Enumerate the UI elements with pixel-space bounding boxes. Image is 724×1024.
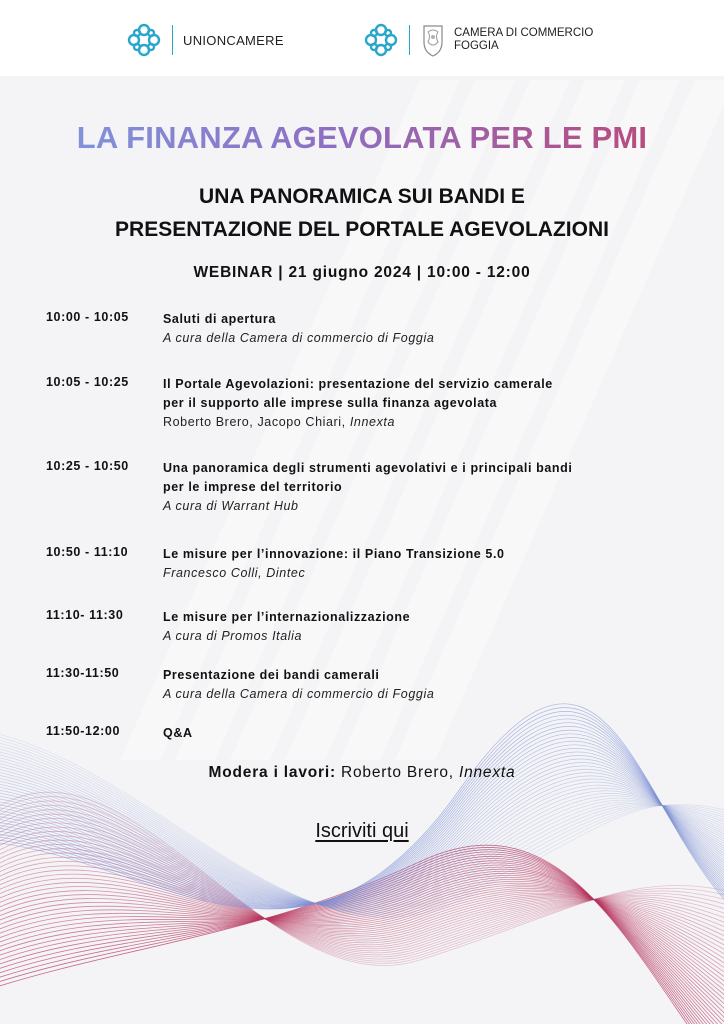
agenda-time: 10:00 - 10:05 bbox=[46, 310, 129, 324]
moderator-name: Roberto Brero, bbox=[335, 764, 459, 781]
wave-line bbox=[0, 856, 724, 1024]
agenda-speaker: A cura di Warrant Hub bbox=[163, 499, 299, 513]
agenda-time: 11:10- 11:30 bbox=[46, 608, 124, 622]
agenda-title-cont: per il supporto alle imprese sulla finanza agevolata bbox=[163, 396, 498, 410]
moderator-org: Innexta bbox=[458, 764, 516, 781]
wave-line bbox=[0, 852, 724, 1024]
agenda-speaker: A cura di Promos Italia bbox=[163, 629, 303, 643]
agenda-title: Saluti di apertura bbox=[163, 312, 276, 326]
agenda-title: Presentazione dei bandi camerali bbox=[163, 668, 380, 682]
unioncamere-logo[interactable] bbox=[126, 20, 284, 60]
subtitle-line2: PRESENTAZIONE DEL PORTALE AGEVOLAZIONI bbox=[115, 218, 609, 241]
wave-line bbox=[0, 845, 724, 1024]
agenda-speaker: A cura della Camera di commercio di Foggia bbox=[163, 331, 435, 345]
agenda-speaker: Francesco Colli, Dintec bbox=[163, 566, 306, 580]
event-info: WEBINAR | 21 giugno 2024 | 10:00 - 12:00 bbox=[193, 264, 531, 281]
foggia-emblem-icon bbox=[420, 22, 446, 58]
agenda-speaker: A cura della Camera di commercio di Foggia bbox=[163, 687, 435, 701]
agenda-title: Q&A bbox=[163, 726, 193, 740]
agenda-time: 11:50-12:00 bbox=[46, 724, 121, 738]
camera-commercio-label bbox=[454, 27, 593, 53]
page-subtitle bbox=[0, 180, 724, 246]
agenda-time: 10:05 - 10:25 bbox=[46, 375, 129, 389]
register-link[interactable]: Iscriviti qui bbox=[315, 820, 409, 842]
subtitle-line1: UNA PANORAMICA SUI BANDI E bbox=[199, 185, 525, 208]
agenda-title: Le misure per l’innovazione: il Piano Transizione 5.0 bbox=[163, 547, 505, 561]
agenda-title: Le misure per l’internazionalizzazione bbox=[163, 610, 411, 624]
moderator-line bbox=[0, 764, 724, 782]
agenda-time: 10:50 - 11:10 bbox=[46, 545, 129, 559]
camera-commercio-line2: FOGGIA bbox=[454, 40, 499, 52]
unioncamere-flower-icon bbox=[126, 22, 162, 58]
agenda-time: 10:25 - 10:50 bbox=[46, 459, 129, 473]
camera-commercio-line1: CAMERA DI COMMERCIO bbox=[454, 27, 594, 39]
agenda-time: 11:30-11:50 bbox=[46, 666, 120, 680]
logo-divider bbox=[172, 25, 173, 55]
logo-divider bbox=[409, 25, 410, 55]
camera-commercio-foggia-logo[interactable] bbox=[363, 20, 593, 60]
unioncamere-flower-icon bbox=[363, 22, 399, 58]
unioncamere-label: UNIONCAMERE bbox=[183, 32, 284, 48]
agenda-title-cont: per le imprese del territorio bbox=[163, 480, 343, 494]
page-title: LA FINANZA AGEVOLATA PER LE PMI bbox=[0, 120, 724, 156]
agenda-speaker: Roberto Brero, Jacopo Chiari, Innexta bbox=[163, 415, 396, 429]
agenda-title: Il Portale Agevolazioni: presentazione del servizio camerale bbox=[163, 377, 553, 391]
moderator-label: Modera i lavori: bbox=[208, 764, 336, 781]
header-bar bbox=[0, 0, 724, 76]
agenda-title: Una panoramica degli strumenti agevolativi e i principali bandi bbox=[163, 461, 573, 475]
